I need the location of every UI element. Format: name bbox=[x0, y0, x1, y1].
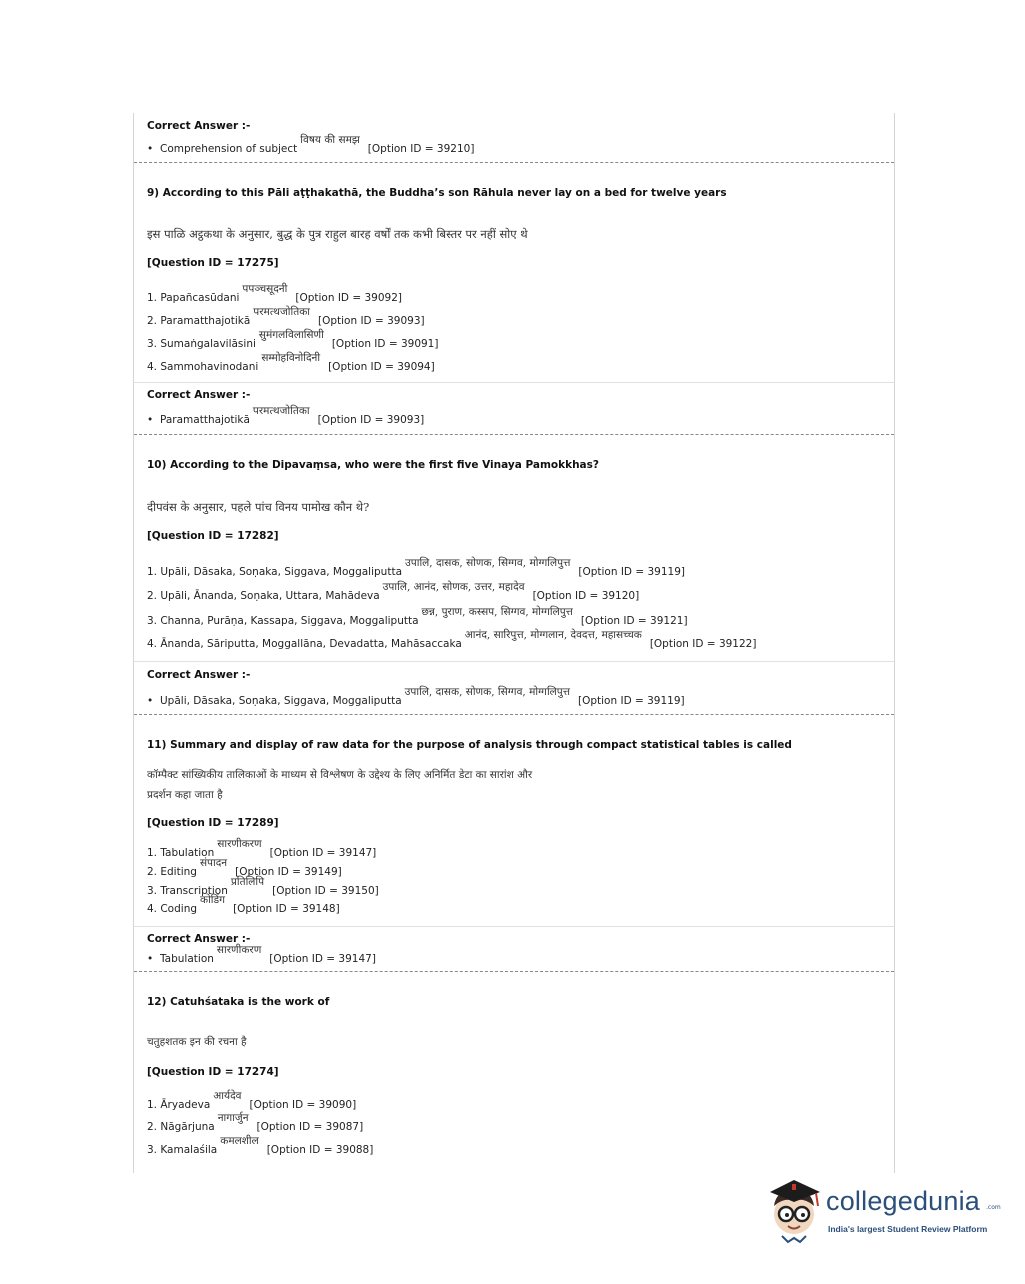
logo-wordmark: collegedunia bbox=[826, 1186, 981, 1216]
correct-answer-label: Correct Answer :- bbox=[147, 120, 251, 132]
question-12 bbox=[134, 972, 894, 1172]
question-paper bbox=[133, 113, 895, 1173]
question-hindi: इस पाळि अट्ठकथा के अनुसार, बुद्ध के पुत्र राहुल बारह वर्षों तक कभी बिस्तर पर नहीं सोए थे bbox=[147, 227, 528, 241]
option-3: 3. Transcriptionप्रतिलिपि[Option ID = 39150] bbox=[147, 876, 379, 897]
option-1: 1. Āryadevaआर्यदेव[Option ID = 39090] bbox=[147, 1090, 357, 1111]
option-4: 4. Codingकोडिंग[Option ID = 39148] bbox=[147, 894, 340, 915]
q11-answer-block bbox=[134, 927, 894, 972]
correct-answer-option: • Tabulationसारणीकरण[Option ID = 39147] bbox=[147, 944, 376, 965]
option-3: 3. Kamalaśilaकमलशील[Option ID = 39088] bbox=[147, 1135, 374, 1156]
bullet-icon: • bbox=[147, 695, 154, 707]
correct-answer-label: Correct Answer :- bbox=[147, 389, 251, 401]
correct-answer-option: • Upāli, Dāsaka, Soṇaka, Siggava, Moggaliputtaउपालि, दासक, सोणक, सिग्गव, मोग्गलिपुत्त[Option ID = 39119] bbox=[147, 686, 685, 707]
correct-answer-option: • Comprehension of subjectविषय की समझ[Option ID = 39210] bbox=[147, 134, 475, 155]
question-title: 11) Summary and display of raw data for the purpose of analysis through compact statistical tables is called bbox=[147, 739, 792, 751]
option-1: 1. Papañcasūdaniपपञ्चसूदनी[Option ID = 39092] bbox=[147, 283, 402, 304]
bullet-icon: • bbox=[147, 143, 154, 155]
question-title: 9) According to this Pāli aṭṭhakathā, the Buddha’s son Rāhula never lay on a bed for twelve years bbox=[147, 187, 727, 199]
bullet-icon: • bbox=[147, 953, 154, 965]
option-1: 1. Upāli, Dāsaka, Soṇaka, Siggava, Moggaliputtaउपालि, दासक, सोणक, सिग्गव, मोग्गलिपुत्त[Option ID = 39119] bbox=[147, 557, 685, 578]
question-hindi: दीपवंस के अनुसार, पहले पांच विनय पामोख कौन थे? bbox=[147, 500, 370, 514]
question-title: 10) According to the Dipavaṃsa, who were the first five Vinaya Pamokkhas? bbox=[147, 459, 599, 471]
question-id: [Question ID = 17274] bbox=[147, 1066, 279, 1078]
bullet-icon: • bbox=[147, 414, 154, 426]
option-2: 2. Upāli, Ānanda, Soṇaka, Uttara, Mahādevaउपालि, आनंद, सोणक, उत्तर, महादेव[Option ID = 39120] bbox=[147, 581, 640, 602]
question-title: 12) Catuhśataka is the work of bbox=[147, 996, 330, 1008]
question-id: [Question ID = 17282] bbox=[147, 530, 279, 542]
logo-tagline: India's largest Student Review Platform bbox=[828, 1224, 988, 1234]
option-3: 3. Sumaṅgalavilāsiniसुमंगलविलासिणी[Option ID = 39091] bbox=[147, 329, 439, 350]
question-11 bbox=[134, 715, 894, 927]
option-1: 1. Tabulationसारणीकरण[Option ID = 39147] bbox=[147, 838, 377, 859]
mascot-icon bbox=[766, 1176, 824, 1246]
question-hindi-line-1: कॉम्पैक्ट सांख्यिकीय तालिकाओं के माध्यम से विश्लेषण के उद्देश्य के लिए अनिर्मित डेटा का सारांश और bbox=[147, 769, 533, 781]
question-10 bbox=[134, 435, 894, 662]
q10-answer-block bbox=[134, 662, 894, 715]
question-9 bbox=[134, 163, 894, 383]
option-3: 3. Channa, Purāṇa, Kassapa, Siggava, Moggaliputtaछन्न, पुराण, कस्सप, सिग्गव, मोग्गलिपुत्त[Option ID = 39121] bbox=[147, 606, 688, 627]
question-hindi: चतुहशतक इन की रचना है bbox=[147, 1036, 247, 1048]
option-4: 4. Sammohavinodaniसम्मोहविनोदिनी[Option ID = 39094] bbox=[147, 352, 435, 373]
option-4: 4. Ānanda, Sāriputta, Moggallāna, Devadatta, Mahāsaccakaआनंद, सारिपुत्त, मोग्गलान, देवदत्त, महासच्चक[Option ID = 39122] bbox=[147, 629, 757, 650]
question-id: [Question ID = 17275] bbox=[147, 257, 279, 269]
correct-answer-label: Correct Answer :- bbox=[147, 933, 251, 945]
q8-answer-block bbox=[134, 113, 894, 163]
question-id: [Question ID = 17289] bbox=[147, 817, 279, 829]
collegedunia-logo bbox=[766, 1176, 1001, 1246]
option-2: 2. Nāgārjunaनागार्जुन[Option ID = 39087] bbox=[147, 1112, 364, 1133]
q9-answer-block bbox=[134, 383, 894, 435]
question-hindi-line-2: प्रदर्शन कहा जाता है bbox=[147, 789, 223, 801]
option-2: 2. Paramatthajotikāपरमत्थजोतिका[Option ID = 39093] bbox=[147, 306, 425, 327]
correct-answer-option: • Paramatthajotikāपरमत्थजोतिका[Option ID = 39093] bbox=[147, 405, 425, 426]
logo-com: .com bbox=[986, 1204, 1001, 1211]
correct-answer-label: Correct Answer :- bbox=[147, 669, 251, 681]
option-2: 2. Editingसंपादन[Option ID = 39149] bbox=[147, 857, 342, 878]
